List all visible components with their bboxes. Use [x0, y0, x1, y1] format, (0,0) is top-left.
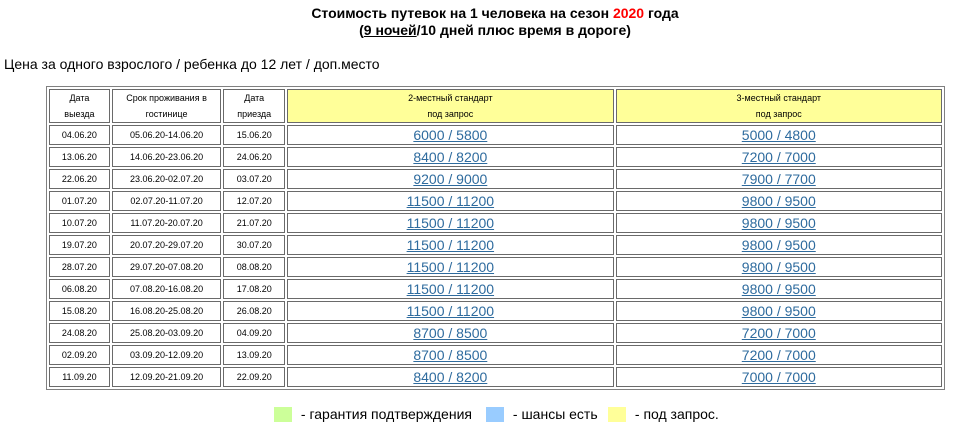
arrival-date-cell: 15.06.20	[223, 125, 285, 145]
heading-line-1-prefix: Стоимость путевок на 1 человека на сезон	[311, 5, 613, 21]
heading-line-1	[14, 5, 976, 22]
header-triple-line-1: 3-местный стандарт	[736, 93, 821, 103]
triple-price-cell	[616, 147, 942, 167]
double-price-link[interactable]: 8400 / 8200	[413, 369, 488, 385]
table-row	[49, 279, 942, 299]
departure-date-cell: 22.06.20	[49, 169, 110, 189]
triple-price-cell	[616, 191, 942, 211]
table-row	[49, 191, 942, 211]
triple-price-link[interactable]: 9800 / 9500	[741, 193, 816, 209]
triple-price-link[interactable]: 7200 / 7000	[741, 325, 816, 341]
price-heading	[0, 5, 976, 39]
double-price-cell	[287, 235, 613, 255]
heading-line-2-open: (	[359, 22, 364, 38]
legend-label-on-request: - под запрос.	[631, 406, 719, 422]
double-price-cell	[287, 345, 613, 365]
season-year: 2020	[612, 5, 645, 21]
triple-price-link[interactable]: 7900 / 7700	[741, 171, 816, 187]
triple-price-link[interactable]: 5000 / 4800	[741, 127, 816, 143]
table-row	[49, 301, 942, 321]
stay-period-cell: 12.09.20-21.09.20	[112, 367, 221, 387]
triple-price-link[interactable]: 9800 / 9500	[741, 281, 816, 297]
table-row	[49, 235, 942, 255]
price-table-body	[49, 89, 942, 387]
double-price-cell	[287, 301, 613, 321]
triple-price-cell	[616, 169, 942, 189]
triple-price-link[interactable]: 7200 / 7000	[741, 347, 816, 363]
triple-price-cell	[616, 301, 942, 321]
legend-label-guaranteed: - гарантия подтверждения	[297, 406, 472, 422]
double-price-link[interactable]: 11500 / 11200	[406, 281, 495, 297]
double-price-cell	[287, 213, 613, 233]
double-price-link[interactable]: 11500 / 11200	[406, 193, 495, 209]
table-row	[49, 345, 942, 365]
stay-period-cell: 16.08.20-25.08.20	[112, 301, 221, 321]
departure-date-cell: 02.09.20	[49, 345, 110, 365]
header-triple-standard	[616, 89, 942, 123]
departure-date-cell: 28.07.20	[49, 257, 110, 277]
arrival-date-cell: 03.07.20	[223, 169, 285, 189]
triple-price-link[interactable]: 9800 / 9500	[741, 259, 816, 275]
departure-date-cell: 19.07.20	[49, 235, 110, 255]
header-departure-line-1: Дата	[69, 93, 90, 103]
double-price-cell	[287, 191, 613, 211]
table-header-row	[49, 89, 942, 123]
triple-price-cell	[616, 235, 942, 255]
stay-period-cell: 14.06.20-23.06.20	[112, 147, 221, 167]
arrival-date-cell: 21.07.20	[223, 213, 285, 233]
header-departure-line-2: выезда	[64, 109, 95, 119]
header-stay-line-1: Срок проживания в	[126, 93, 207, 103]
double-price-cell	[287, 147, 613, 167]
arrival-date-cell: 12.07.20	[223, 191, 285, 211]
price-subtitle: Цена за одного взрослого / ребенка до 12 лет / доп.место	[4, 56, 380, 72]
legend-item-guaranteed	[274, 405, 472, 423]
stay-period-cell: 02.07.20-11.07.20	[112, 191, 221, 211]
heading-line-2-rest: /10 дней плюс время в дороге)	[416, 22, 631, 38]
double-price-link[interactable]: 8700 / 8500	[413, 347, 488, 363]
departure-date-cell: 04.06.20	[49, 125, 110, 145]
departure-date-cell: 01.07.20	[49, 191, 110, 211]
legend-swatch-yellow	[608, 407, 626, 422]
double-price-link[interactable]: 11500 / 11200	[406, 215, 495, 231]
stay-period-cell: 23.06.20-02.07.20	[112, 169, 221, 189]
stay-period-cell: 29.07.20-07.08.20	[112, 257, 221, 277]
stay-period-cell: 07.08.20-16.08.20	[112, 279, 221, 299]
stay-period-cell: 25.08.20-03.09.20	[112, 323, 221, 343]
triple-price-cell	[616, 345, 942, 365]
header-double-standard	[287, 89, 613, 123]
table-row	[49, 323, 942, 343]
triple-price-cell	[616, 125, 942, 145]
table-row	[49, 257, 942, 277]
table-row	[49, 367, 942, 387]
triple-price-cell	[616, 279, 942, 299]
double-price-cell	[287, 279, 613, 299]
double-price-link[interactable]: 11500 / 11200	[406, 237, 495, 253]
double-price-link[interactable]: 8700 / 8500	[413, 325, 488, 341]
stay-period-cell: 03.09.20-12.09.20	[112, 345, 221, 365]
arrival-date-cell: 13.09.20	[223, 345, 285, 365]
double-price-link[interactable]: 11500 / 11200	[406, 259, 495, 275]
legend-swatch-blue	[486, 407, 504, 422]
triple-price-link[interactable]: 7200 / 7000	[741, 149, 816, 165]
heading-line-2	[14, 22, 976, 39]
triple-price-cell	[616, 367, 942, 387]
table-row	[49, 213, 942, 233]
double-price-link[interactable]: 9200 / 9000	[413, 171, 488, 187]
table-row	[49, 169, 942, 189]
stay-period-cell: 05.06.20-14.06.20	[112, 125, 221, 145]
arrival-date-cell: 30.07.20	[223, 235, 285, 255]
double-price-cell	[287, 323, 613, 343]
triple-price-link[interactable]: 7000 / 7000	[741, 369, 816, 385]
header-departure-date	[49, 89, 110, 123]
header-arrival-date	[223, 89, 285, 123]
double-price-cell	[287, 257, 613, 277]
departure-date-cell: 13.06.20	[49, 147, 110, 167]
triple-price-link[interactable]: 9800 / 9500	[741, 303, 816, 319]
header-triple-line-2: под запрос	[755, 109, 802, 119]
header-double-line-2: под запрос	[427, 109, 474, 119]
arrival-date-cell: 26.08.20	[223, 301, 285, 321]
arrival-date-cell: 04.09.20	[223, 323, 285, 343]
heading-line-1-suffix: года	[644, 5, 679, 21]
departure-date-cell: 11.09.20	[49, 367, 110, 387]
stay-period-cell: 20.07.20-29.07.20	[112, 235, 221, 255]
double-price-cell	[287, 367, 613, 387]
double-price-link[interactable]: 6000 / 5800	[413, 127, 488, 143]
departure-date-cell: 15.08.20	[49, 301, 110, 321]
double-price-link[interactable]: 8400 / 8200	[413, 149, 488, 165]
double-price-link[interactable]: 11500 / 11200	[406, 303, 495, 319]
double-price-cell	[287, 169, 613, 189]
triple-price-link[interactable]: 9800 / 9500	[741, 215, 816, 231]
triple-price-cell	[616, 257, 942, 277]
arrival-date-cell: 17.08.20	[223, 279, 285, 299]
legend-label-chances: - шансы есть	[509, 406, 598, 422]
table-row	[49, 147, 942, 167]
departure-date-cell: 24.08.20	[49, 323, 110, 343]
price-table	[46, 86, 945, 390]
legend-item-on-request	[608, 405, 719, 423]
triple-price-cell	[616, 323, 942, 343]
arrival-date-cell: 24.06.20	[223, 147, 285, 167]
nights-count: 9 ночей	[363, 22, 417, 38]
legend-item-chances	[486, 405, 598, 423]
table-row	[49, 125, 942, 145]
double-price-cell	[287, 125, 613, 145]
header-arrival-line-2: приезда	[237, 109, 272, 119]
header-double-line-1: 2-местный стандарт	[408, 93, 493, 103]
departure-date-cell: 10.07.20	[49, 213, 110, 233]
arrival-date-cell: 08.08.20	[223, 257, 285, 277]
arrival-date-cell: 22.09.20	[223, 367, 285, 387]
stay-period-cell: 11.07.20-20.07.20	[112, 213, 221, 233]
header-stay-period	[112, 89, 221, 123]
triple-price-cell	[616, 213, 942, 233]
legend-swatch-green	[274, 407, 292, 422]
header-stay-line-2: гостинице	[145, 109, 188, 119]
triple-price-link[interactable]: 9800 / 9500	[741, 237, 816, 253]
header-arrival-line-1: Дата	[244, 93, 265, 103]
departure-date-cell: 06.08.20	[49, 279, 110, 299]
